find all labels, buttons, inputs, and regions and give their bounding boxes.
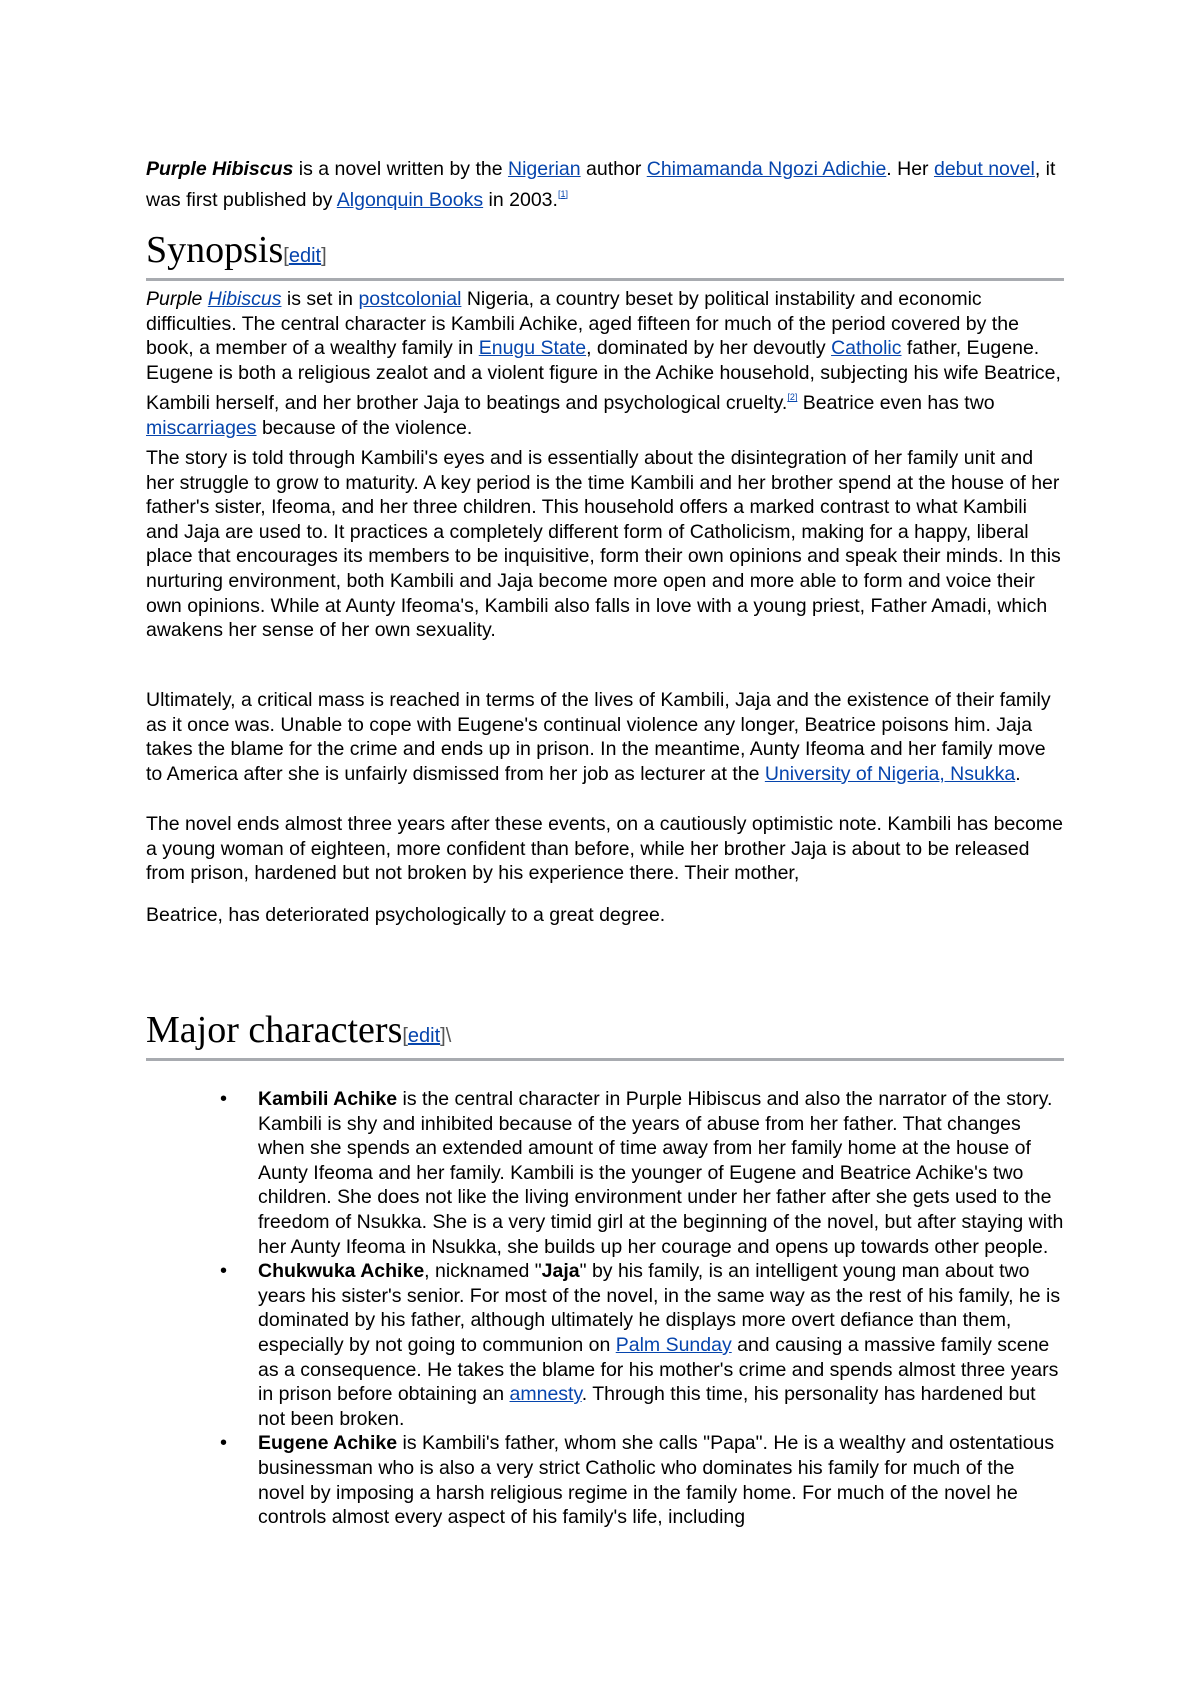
synopsis-paragraph-1 xyxy=(146,287,1064,441)
link-miscarriages[interactable]: miscarriages xyxy=(146,416,257,439)
synopsis-heading-text: Synopsis xyxy=(146,229,284,271)
link-catholic[interactable]: Catholic xyxy=(831,337,902,360)
link-postcolonial[interactable]: postcolonial xyxy=(358,288,462,310)
major-characters-heading xyxy=(146,1010,1064,1061)
synopsis-paragraph-2: The story is told through Kambili's eyes and is essentially about the disintegration of her family unit and her struggle to grow to maturity. A key period is the time Kambili and her brother spend at the house of her father's sister, Ifeoma, and her three children. This household offers a marked contrast to what Kambili and Jaja are used to. It practices a completely different form of Catholicism, making for a happy, liberal place that encourages its members to be inquisitive, form their own opinions and speak their minds. In this nurturing environment, both Kambili and Jaja become more open and more able to form and voice their own opinions. While at Aunty Ifeoma's, Kambili also falls in love with a young priest, Father Amadi, which awakens her sense of her own sexuality. xyxy=(146,447,1061,642)
link-enugu-state[interactable]: Enugu State xyxy=(478,337,587,360)
synopsis-paragraph-3 xyxy=(146,688,1064,786)
intro-text: , it was first published by xyxy=(146,158,1056,211)
paragraph-text: Beatrice even has two xyxy=(797,392,995,415)
paragraph-text: father, Eugene. Eugene is both a religious zealot and a violent figure in the Achike household, subjecting his wife Beatrice, Kambili herself, and her brother Jaja to beatings and psychological cruelty. xyxy=(146,337,1061,415)
link-author[interactable]: Chimamanda Ngozi Adichie xyxy=(646,158,887,180)
edit-bracket: ] xyxy=(321,245,327,267)
synopsis-paragraph-5: Beatrice, has deteriorated psychologically to a great degree. xyxy=(146,904,666,926)
link-algonquin-books[interactable]: Algonquin Books xyxy=(336,188,484,211)
link-nigerian[interactable]: Nigerian xyxy=(507,158,581,180)
paragraph-text: . xyxy=(1015,762,1021,785)
link-palm-sunday[interactable]: Palm Sunday xyxy=(615,1333,732,1356)
synopsis-edit-link[interactable]: edit xyxy=(288,245,322,267)
paragraph-text: Nigeria, a country beset by political instability and economic difficulties. The central character is Kambili Achike, aged fifteen for much of the period covered by the book, a member of a wealthy family in xyxy=(146,288,1019,360)
intro-text: . Her xyxy=(886,158,934,180)
bullet-icon: • xyxy=(220,1088,228,1110)
link-amnesty[interactable]: amnesty xyxy=(509,1383,582,1406)
reference-2[interactable]: [2] xyxy=(787,392,798,403)
bullet-icon: • xyxy=(220,1432,228,1455)
paragraph-text: because of the violence. xyxy=(256,416,473,439)
paragraph-text: , dominated by her devoutly xyxy=(586,337,832,360)
reference-1[interactable]: [1] xyxy=(557,188,568,199)
novel-title: Purple Hibiscus xyxy=(146,158,294,180)
paragraph-text: Ultimately, a critical mass is reached in terms of the lives of Kambili, Jaja and the existence of their family as it once was. Unable to cope with Eugene's continual violence any longer, Beatrice poisons him. Jaja takes the blame for the crime and ends up in prison. In the meantime, Aunty Ifeoma and her family move to America after she is unfairly dismissed from her job as lecturer at the xyxy=(146,689,1051,785)
synopsis-paragraph-4: The novel ends almost three years after these events, on a cautiously optimistic note. Kambili has become a young woman of eighteen, more confident than before, while her brother Jaja is about to be released from prison, hardened but not broken by his experience there. Their mother, xyxy=(146,813,1063,885)
character-description: , nicknamed " xyxy=(424,1260,542,1283)
character-nickname: Jaja xyxy=(541,1260,580,1283)
intro-text: author xyxy=(580,158,647,180)
bullet-icon: • xyxy=(220,1260,228,1283)
italic-title: Purple xyxy=(146,288,208,310)
edit-bracket: ]\ xyxy=(440,1025,452,1047)
link-university-of-nigeria[interactable]: University of Nigeria, Nsukka xyxy=(764,762,1016,785)
character-description: is Kambili's father, whom she calls "Papa". He is a wealthy and ostentatious businessman who is also a very strict Catholic who dominates his family for much of the novel by imposing a harsh religious regime in the family home. For much of the novel he controls almost every aspect of his family's life, including xyxy=(258,1432,1055,1529)
synopsis-edit xyxy=(283,245,326,267)
list-item xyxy=(146,1259,1064,1431)
character-description: . Through this time, his personality has hardened but not been broken. xyxy=(258,1383,1036,1430)
synopsis-heading xyxy=(146,230,1064,281)
character-name: Eugene Achike xyxy=(258,1432,398,1455)
character-description: " by his family, is an intelligent young man about two years his sister's senior. For most of the novel, in the same way as the rest of his family, he is dominated by his father, although ultimately he displays more overt defiance than them, especially by not going to communion on xyxy=(258,1260,1061,1356)
edit-bracket: [ xyxy=(402,1025,408,1047)
major-characters-heading-text: Major characters xyxy=(146,1009,403,1051)
character-description: and causing a massive family scene as a consequence. He takes the blame for his mother's crime and spends almost three years in prison before obtaining an xyxy=(258,1333,1059,1406)
list-item xyxy=(146,1431,1064,1529)
paragraph-text: is set in xyxy=(281,288,359,310)
character-name: Kambili Achike xyxy=(258,1088,398,1110)
intro-text: in 2003. xyxy=(483,188,558,211)
character-name: Chukwuka Achike xyxy=(258,1260,425,1283)
link-hibiscus[interactable]: Hibiscus xyxy=(207,288,282,310)
major-characters-edit-link[interactable]: edit xyxy=(407,1025,441,1047)
intro-text: is a novel written by the xyxy=(293,158,508,180)
character-list xyxy=(146,1087,1064,1530)
major-characters-edit xyxy=(402,1025,451,1047)
link-debut-novel[interactable]: debut novel xyxy=(933,158,1035,180)
intro-paragraph xyxy=(146,157,1064,212)
edit-bracket: [ xyxy=(283,245,289,267)
list-item xyxy=(146,1087,1064,1259)
character-description: is the central character in Purple Hibiscus and also the narrator of the story. Kambili is shy and inhibited because of the years of abuse from her father. That changes when she spends an extended amount of time away from her family home at the house of Aunty Ifeoma and her family. Kambili is the younger of Eugene and Beatrice Achike's two children. She does not like the living environment under her father after she gets used to the freedom of Nsukka. She is a very timid girl at the beginning of the novel, but after staying with her Aunty Ifeoma in Nsukka, she builds up her courage and opens up towards other people. xyxy=(258,1088,1064,1258)
